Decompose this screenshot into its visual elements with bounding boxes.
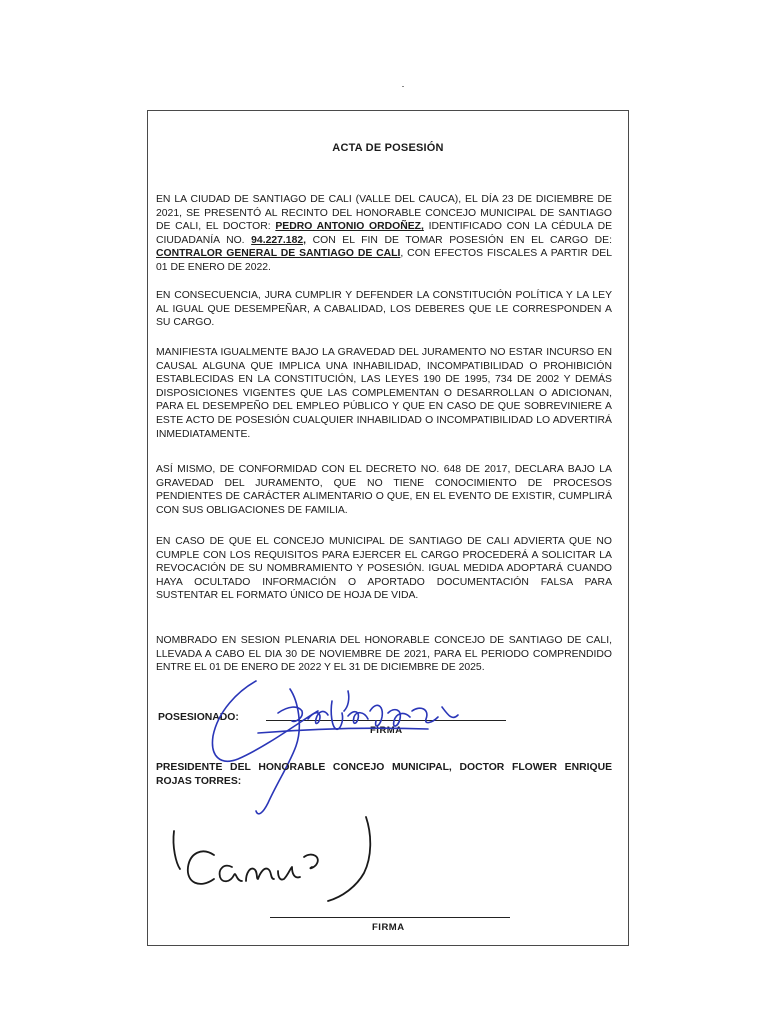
document-title: ACTA DE POSESIÓN [332,142,444,154]
document-frame [147,110,629,946]
intro-text-b: IDENTIFICADO CON LA CÉDULA DE CIUDADANÍA NO. [156,221,613,246]
intro-text-d: , CON EFECTOS FISCALES A PARTIR DEL 01 DE ENERO DE 2022. [156,248,612,273]
paragraph-appointment: NOMBRADO EN SESION PLENARIA DEL HONORABLE CONCEJO DE SANTIAGO DE CALI, LLEVADA A CABO EL DIA 30 DE NOVIEMBRE DE 2021, PARA EL PERIODO COMPRENDIDO ENTRE EL 01 DE ENERO DE 2022 Y EL 31 DE DICIEMBRE DE 2025. [156,635,612,674]
signature-posesionado [198,671,488,821]
intro-text-a: EN LA CIUDAD DE SANTIAGO DE CALI (VALLE DEL CAUCA), EL DÍA 23 DE DICIEMBRE DE 2021, SE PRESENTÓ AL RECINTO DEL HONORABLE CONCEJO MUNICIPAL DE SANTIAGO DE CALI, EL DOCTOR: [156,194,612,233]
paragraph-oath: EN CONSECUENCIA, JURA CUMPLIR Y DEFENDER LA CONSTITUCIÓN POLÍTICA Y LA LEY AL IGUAL QUE DESEMPEÑAR, A CABALIDAD, LOS DEBERES QUE LE CORRESPONDEN A SU CARGO. [156,290,612,329]
posesionado-label: POSESIONADO: [158,712,239,723]
paragraph-intro [156,193,612,275]
signature-line-2 [270,917,510,918]
position-title: CONTRALOR GENERAL DE SANTIAGO DE CALI [156,248,401,260]
scan-speck [402,86,404,87]
intro-text-c: CON EL FIN DE TOMAR POSESIÓN EN EL CARGO DE: [306,234,612,246]
paragraph-incompatibility: MANIFIESTA IGUALMENTE BAJO LA GRAVEDAD DEL JURAMENTO NO ESTAR INCURSO EN CAUSAL ALGUNA QUE IMPLICA UNA INHABILIDAD, INCOMPATIBILIDAD O PROHIBICIÓN ESTABLECIDAS EN LA CONSTITUCIÓN, LAS LEYES 190 DE 1995, 734 DE 2002 Y DEMÁS DISPOSICIONES VIGENTES QUE LAS COMPLEMENTAN O DESARROLLAN O ADICIONAN, PARA EL DESEMPEÑO DEL EMPLEO PÚBLICO Y QUE EN CASO DE QUE SOBREVINIERE A ESTE ACTO DE POSESIÓN CUALQUIER INHABILIDAD O INCOMPATIBILIDAD LO ADVERTIRÁ INMEDIATAMENTE. [156,347,612,440]
signature-president [166,811,396,906]
firma-label-1: FIRMA [370,725,403,736]
president-label: PRESIDENTE DEL HONORABLE CONCEJO MUNICIPAL, DOCTOR FLOWER ENRIQUE ROJAS TORRES: [156,762,612,787]
id-number: 94.227.182, [251,234,307,246]
appointee-name: PEDRO ANTONIO ORDOÑEZ, [275,221,424,233]
firma-label-2: FIRMA [372,922,405,933]
paragraph-revocation: EN CASO DE QUE EL CONCEJO MUNICIPAL DE SANTIAGO DE CALI ADVIERTA QUE NO CUMPLE CON LOS REQUISITOS PARA EJERCER EL CARGO PROCEDERÁ A SOLICITAR LA REVOCACIÓN DE SU NOMBRAMIENTO Y POSESIÓN. IGUAL MEDIDA ADOPTARÁ CUANDO HAYA OCULTADO INFORMACIÓN O APORTADO DOCUMENTACIÓN FALSA PARA SUSTENTAR EL FORMATO ÚNICO DE HOJA DE VIDA. [156,536,612,602]
paragraph-decree: ASÍ MISMO, DE CONFORMIDAD CON EL DECRETO NO. 648 DE 2017, DECLARA BAJO LA GRAVEDAD DEL JURAMENTO, QUE NO TIENE CONOCIMIENTO DE PROCESOS PENDIENTES DE CARÁCTER ALIMENTARIO O QUE, EN EL EVENTO DE EXISTIR, CUMPLIRÁ CON SUS OBLIGACIONES DE FAMILIA. [156,464,612,516]
